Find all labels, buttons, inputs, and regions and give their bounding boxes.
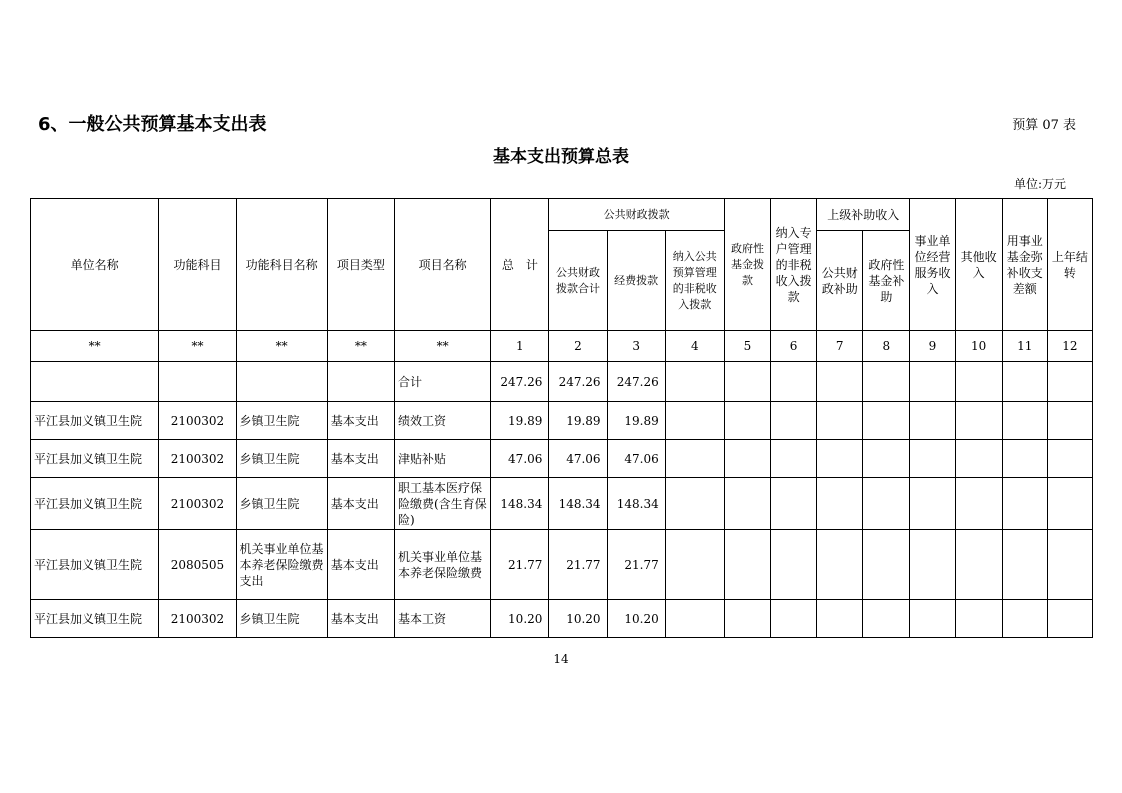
col-unit-name: 单位名称: [31, 199, 159, 331]
col-func-name: 功能科目名称: [236, 199, 327, 331]
col-item-type: 项目类型: [327, 199, 394, 331]
col-group-public-finance: 公共财政拨款: [549, 199, 724, 231]
total-amount: 247.26: [491, 362, 549, 402]
cell-pf-total: 47.06: [549, 440, 607, 478]
cell-name: 职工基本医疗保险缴费(含生育保险): [394, 478, 490, 530]
cell-total: 148.34: [491, 478, 549, 530]
cell-name: 绩效工资: [394, 402, 490, 440]
table-row: [31, 530, 1093, 600]
index-cell: **: [159, 331, 236, 362]
cell-pf-total: 19.89: [549, 402, 607, 440]
total-pf-funds: 247.26: [607, 362, 665, 402]
index-cell: **: [394, 331, 490, 362]
cell-name: 机关事业单位基本养老保险缴费: [394, 530, 490, 600]
index-cell: **: [236, 331, 327, 362]
col-pf-nontax: 纳入公共预算管理的非税收入拨款: [665, 231, 724, 331]
cell-total: 19.89: [491, 402, 549, 440]
budget-table: [30, 198, 1093, 638]
form-code: 预算 07 表: [1012, 118, 1076, 133]
col-other-income: 其他收入: [955, 199, 1002, 331]
index-cell: 1: [491, 331, 549, 362]
index-cell: 7: [817, 331, 863, 362]
table-row: [31, 440, 1093, 478]
col-pf-total: 公共财政拨款合计: [549, 231, 607, 331]
index-cell: 12: [1047, 331, 1092, 362]
cell-func: 机关事业单位基本养老保险缴费支出: [236, 530, 327, 600]
cell-type: 基本支出: [327, 402, 394, 440]
index-cell: 6: [771, 331, 817, 362]
col-func-code: 功能科目: [159, 199, 236, 331]
index-cell: 3: [607, 331, 665, 362]
total-label: 合计: [394, 362, 490, 402]
unit-label: 单位:万元: [1013, 177, 1066, 191]
col-sub-gov-fund: 政府性基金补助: [863, 231, 910, 331]
total-pf-total: 247.26: [549, 362, 607, 402]
table-title: 基本支出预算总表: [493, 147, 629, 167]
cell-pf-funds: 148.34: [607, 478, 665, 530]
col-gov-fund: 政府性基金拨款: [724, 199, 770, 331]
index-cell: 2: [549, 331, 607, 362]
total-row: [31, 362, 1093, 402]
index-cell: 8: [863, 331, 910, 362]
table-row: [31, 478, 1093, 530]
cell-pf-total: 21.77: [549, 530, 607, 600]
cell-pf-funds: 47.06: [607, 440, 665, 478]
col-item-name: 项目名称: [394, 199, 490, 331]
index-cell: **: [327, 331, 394, 362]
cell-name: 基本工资: [394, 600, 490, 638]
cell-total: 21.77: [491, 530, 549, 600]
cell-code: 2100302: [159, 478, 236, 530]
col-total: 总 计: [491, 199, 549, 331]
page-number: 14: [553, 652, 569, 666]
index-row: [31, 331, 1093, 362]
cell-code: 2080505: [159, 530, 236, 600]
cell-code: 2100302: [159, 600, 236, 638]
cell-unit: 平江县加义镇卫生院: [31, 530, 159, 600]
col-special-nontax: 纳入专户管理的非税收入拨款: [771, 199, 817, 331]
cell-func: 乡镇卫生院: [236, 402, 327, 440]
index-cell: 4: [665, 331, 724, 362]
cell-unit: 平江县加义镇卫生院: [31, 402, 159, 440]
cell-total: 10.20: [491, 600, 549, 638]
cell-type: 基本支出: [327, 530, 394, 600]
cell-func: 乡镇卫生院: [236, 440, 327, 478]
index-cell: 5: [724, 331, 770, 362]
cell-total: 47.06: [491, 440, 549, 478]
col-fund-deficit: 用事业基金弥补收支差额: [1002, 199, 1047, 331]
cell-pf-total: 10.20: [549, 600, 607, 638]
cell-unit: 平江县加义镇卫生院: [31, 478, 159, 530]
cell-pf-funds: 10.20: [607, 600, 665, 638]
cell-pf-total: 148.34: [549, 478, 607, 530]
cell-code: 2100302: [159, 440, 236, 478]
cell-unit: 平江县加义镇卫生院: [31, 600, 159, 638]
cell-pf-funds: 19.89: [607, 402, 665, 440]
header-row-1: [31, 199, 1093, 231]
cell-name: 津贴补贴: [394, 440, 490, 478]
section-title: 6、一般公共预算基本支出表: [38, 114, 267, 135]
cell-code: 2100302: [159, 402, 236, 440]
index-cell: 11: [1002, 331, 1047, 362]
col-sub-public: 公共财政补助: [817, 231, 863, 331]
cell-pf-funds: 21.77: [607, 530, 665, 600]
cell-type: 基本支出: [327, 600, 394, 638]
col-business-income: 事业单位经营服务收入: [910, 199, 955, 331]
col-pf-funds: 经费拨款: [607, 231, 665, 331]
cell-type: 基本支出: [327, 440, 394, 478]
cell-func: 乡镇卫生院: [236, 600, 327, 638]
cell-func: 乡镇卫生院: [236, 478, 327, 530]
col-prev-carryover: 上年结转: [1047, 199, 1092, 331]
index-cell: 9: [910, 331, 955, 362]
index-cell: 10: [955, 331, 1002, 362]
table-row: [31, 600, 1093, 638]
cell-unit: 平江县加义镇卫生院: [31, 440, 159, 478]
cell-type: 基本支出: [327, 478, 394, 530]
table-row: [31, 402, 1093, 440]
col-group-superior-subsidy: 上级补助收入: [817, 199, 910, 231]
index-cell: **: [31, 331, 159, 362]
